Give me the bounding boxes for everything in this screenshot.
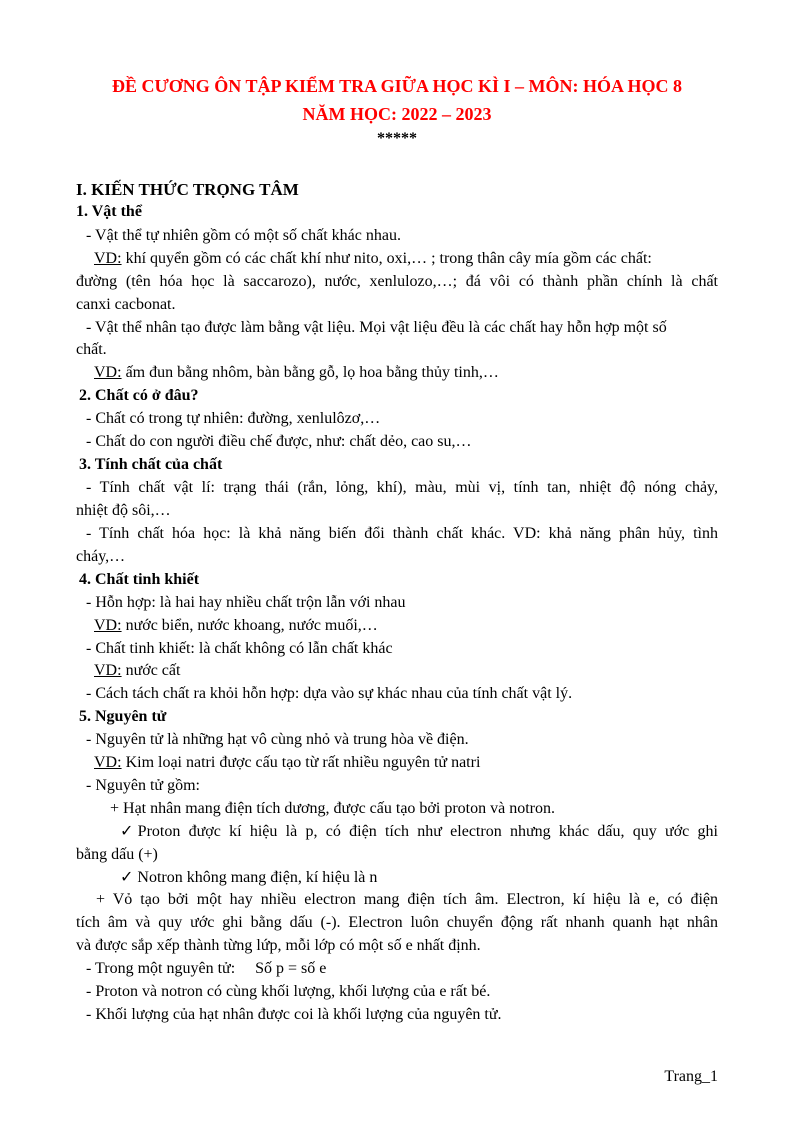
text-line: chất.	[76, 341, 107, 358]
text-line: bằng dấu (+)	[76, 846, 158, 863]
example-label: VD:	[94, 250, 122, 267]
text-line: canxi cacbonat.	[76, 296, 176, 313]
example-text: khí quyển gồm có các chất khí như nito, oxi,… ; trong thân cây mía gồm các chất:	[121, 250, 652, 267]
example-line	[94, 660, 180, 681]
text-line: + Hạt nhân mang điện tích dương, được cấu tạo bởi proton và notron.	[110, 800, 555, 817]
example-label: VD:	[94, 364, 122, 381]
subsection-heading: 5. Nguyên tử	[79, 708, 167, 725]
text-line: - Chất tinh khiết: là chất không có lẫn chất khác	[86, 640, 393, 657]
example-text: nước cất	[121, 662, 181, 679]
text-line: - Nguyên tử gồm:	[86, 777, 200, 794]
example-label: VD:	[94, 617, 122, 634]
example-text: Kim loại natri được cấu tạo từ rất nhiều nguyên tử natri	[121, 754, 481, 771]
subsection-heading: 2. Chất có ở đâu?	[79, 387, 199, 404]
text-line: - Hỗn hợp: là hai hay nhiều chất trộn lẫn với nhau	[86, 594, 406, 611]
example-line	[94, 752, 480, 773]
text-line: - Trong một nguyên tử: Số p = số e	[86, 960, 327, 977]
checklist-line: ✓ Notron không mang điện, kí hiệu là n	[120, 869, 378, 886]
example-label: VD:	[94, 754, 122, 771]
text-line: nhiệt độ sôi,…	[76, 502, 171, 519]
checklist-line: ✓Proton được kí hiệu là p, có điện tích như electron nhưng khác dấu, quy ước ghi	[120, 823, 718, 840]
example-text: nước biển, nước khoang, nước muối,…	[121, 617, 378, 634]
school-year: NĂM HỌC: 2022 – 2023	[302, 104, 492, 124]
text-line: - Nguyên tử là những hạt vô cùng nhỏ và trung hòa về điện.	[86, 731, 469, 748]
example-text: ấm đun bằng nhôm, bàn bằng gỗ, lọ hoa bằng thủy tinh,…	[121, 364, 499, 381]
text-line: - Vật thể tự nhiên gồm có một số chất khác nhau.	[86, 227, 401, 244]
title-separator: *****	[377, 130, 417, 147]
example-line	[94, 362, 499, 383]
example-line	[94, 248, 718, 269]
text-line: - Cách tách chất ra khỏi hỗn hợp: dựa vào sự khác nhau của tính chất vật lý.	[86, 685, 573, 702]
page-number: Trang_1	[664, 1068, 718, 1085]
text-line: tích âm và quy ước ghi bằng dấu (-). Electron luôn chuyển động rất nhanh quanh hạt nhân	[76, 914, 718, 931]
text-line: - Tính chất vật lí: trạng thái (rắn, lỏng, khí), màu, mùi vị, tính tan, nhiệt độ nóng chảy,	[86, 479, 718, 496]
text-line: - Chất có trong tự nhiên: đường, xenlulôzơ,…	[86, 410, 381, 427]
text-line: - Chất do con người điều chế được, như: chất dẻo, cao su,…	[86, 433, 472, 450]
subsection-heading: 4. Chất tinh khiết	[79, 571, 200, 588]
example-label: VD:	[94, 662, 122, 679]
subsection-heading: 1. Vật thể	[76, 203, 142, 220]
text-line: + Vỏ tạo bởi một hay nhiều electron mang điện tích âm. Electron, kí hiệu là e, có điện	[96, 891, 718, 908]
text-line: đường (tên hóa học là saccarozo), nước, xenlulozo,…; đá vôi có thành phần chính là chất	[76, 273, 718, 290]
document-title: ĐỀ CƯƠNG ÔN TẬP KIỂM TRA GIỮA HỌC KÌ I – MÔN: HÓA HỌC 8	[111, 76, 683, 96]
section-heading: I. KIẾN THỨC TRỌNG TÂM	[76, 180, 299, 199]
text-line: - Khối lượng của hạt nhân được coi là khối lượng của nguyên tử.	[86, 1006, 502, 1023]
text-line: - Vật thể nhân tạo được làm bằng vật liệu. Mọi vật liệu đều là các chất hay hỗn hợp một số	[86, 319, 667, 336]
text-line: - Tính chất hóa học: là khả năng biến đổi thành chất khác. VD: khả năng phân hủy, tình	[86, 525, 718, 542]
example-line	[94, 615, 378, 636]
subsection-heading: 3. Tính chất của chất	[79, 456, 223, 473]
text-line: cháy,…	[76, 548, 126, 565]
text-line: và được sắp xếp thành từng lứp, mỗi lớp có một số e nhất định.	[76, 937, 481, 954]
text-line: - Proton và notron có cùng khối lượng, khối lượng của e rất bé.	[86, 983, 491, 1000]
